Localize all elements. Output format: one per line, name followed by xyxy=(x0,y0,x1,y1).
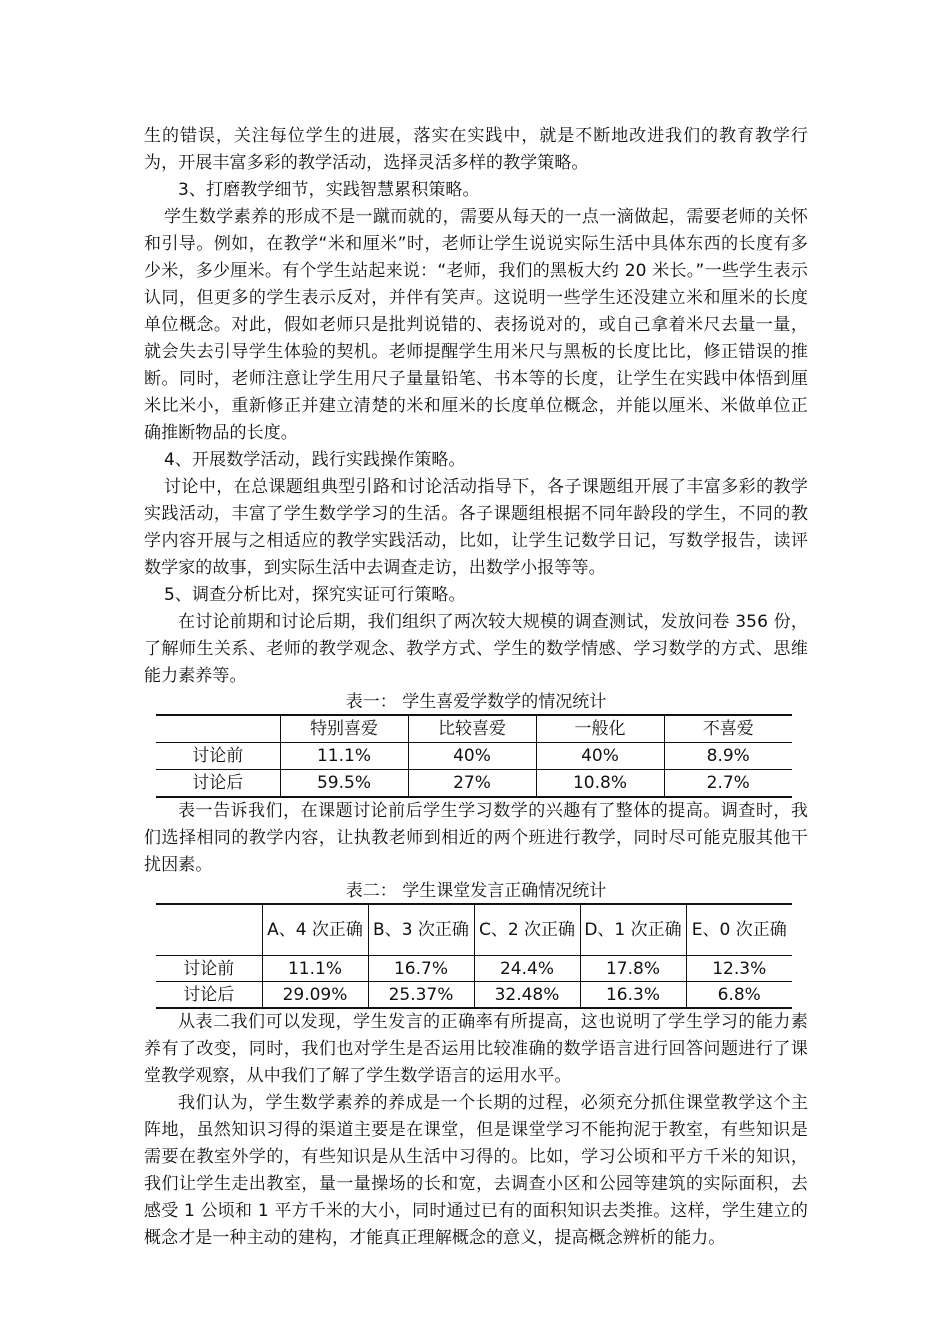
table-cell: 16.7% xyxy=(368,956,474,982)
table-cell: 25.37% xyxy=(368,982,474,1009)
document-body xyxy=(144,123,808,1252)
table-header-row xyxy=(156,715,792,743)
paragraph: 在讨论前期和讨论后期，我们组织了两次较大规模的调查测试，发放问卷 356 份，了解师生关系、老师的教学观念、教学方式、学生的数学情感、学习数学的方式、思维能力素养等。 xyxy=(144,612,808,686)
table-header-cell xyxy=(156,904,262,956)
table-header-cell: 不喜爱 xyxy=(664,715,792,743)
table-cell: 讨论前 xyxy=(156,743,280,770)
table-header-cell: 一般化 xyxy=(536,715,664,743)
table-interest-stats xyxy=(156,714,792,798)
table-header-cell: B、3 次正确 xyxy=(368,904,474,956)
table-row xyxy=(156,956,792,982)
table-header-cell: D、1 次正确 xyxy=(580,904,686,956)
table-caption: 表二： 学生课堂发言正确情况统计 xyxy=(345,881,607,901)
table-cell: 11.1% xyxy=(280,743,408,770)
table-header-cell: A、4 次正确 xyxy=(262,904,368,956)
table-cell: 10.8% xyxy=(536,770,664,798)
table-cell: 12.3% xyxy=(686,956,792,982)
paragraph: 学生数学素养的形成不是一蹴而就的，需要从每天的一点一滴做起，需要老师的关怀和引导。例如，在教学“米和厘米”时，老师让学生说说实际生活中具体东西的长度有多少米，多少厘米。有个学生站起来说：“老师，我们的黑板大约 20 米长。”一些学生表示认同，但更多的学生表示反对，并伴有笑声。这说明一些学生还没建立米和厘米的长度单位概念。对此，假如老师只是批判说错的、表扬说对的，或自己拿着米尺去量一量，就会失去引导学生体验的契机。老师提醒学生用米尺与黑板的长度比比，修正错误的推断。同时，老师注意让学生用尺子量量铅笔、书本等的长度，让学生在实践中体悟到厘米比米小，重新修正并建立清楚的米和厘米的长度单位概念，并能以厘米、米做单位正确推断物品的长度。 xyxy=(144,207,808,443)
table-cell: 59.5% xyxy=(280,770,408,798)
table-cell: 29.09% xyxy=(262,982,368,1009)
table-cell: 24.4% xyxy=(474,956,580,982)
table-cell: 讨论后 xyxy=(156,982,262,1009)
table-cell: 16.3% xyxy=(580,982,686,1009)
table-cell: 11.1% xyxy=(262,956,368,982)
paragraph: 生的错误，关注每位学生的进展，落实在实践中，就是不断地改进我们的教育教学行为，开展丰富多彩的教学活动，选择灵活多样的教学策略。 xyxy=(144,126,808,173)
table-cell: 17.8% xyxy=(580,956,686,982)
table-cell: 6.8% xyxy=(686,982,792,1009)
section-heading: 4、开展数学活动，践行实践操作策略。 xyxy=(164,450,466,470)
section-heading: 5、调查分析比对，探究实证可行策略。 xyxy=(164,585,466,605)
table-header-cell: 特别喜爱 xyxy=(280,715,408,743)
table-row xyxy=(156,982,792,1009)
table-header-row xyxy=(156,904,792,956)
paragraph: 表一告诉我们，在课题讨论前后学生学习数学的兴趣有了整体的提高。调查时，我们选择相同的教学内容，让执教老师到相近的两个班进行教学，同时尽可能克服其他干扰因素。 xyxy=(144,801,808,875)
paragraph: 讨论中，在总课题组典型引路和讨论活动指导下，各子课题组开展了丰富多彩的教学实践活动，丰富了学生数学学习的生活。各子课题组根据不同年龄段的学生，不同的教学内容开展与之相适应的教学实践活动，比如，让学生记数学日记，写数学报告，读评数学家的故事，到实际生活中去调查走访，出数学小报等等。 xyxy=(144,477,808,578)
table-cell: 8.9% xyxy=(664,743,792,770)
table-cell: 讨论前 xyxy=(156,956,262,982)
section-heading: 3、打磨教学细节，实践智慧累积策略。 xyxy=(178,180,480,200)
table-caption: 表一： 学生喜爱学数学的情况统计 xyxy=(345,692,607,712)
table-header-cell: 比较喜爱 xyxy=(408,715,536,743)
table-cell: 32.48% xyxy=(474,982,580,1009)
table-cell: 讨论后 xyxy=(156,770,280,798)
table-answer-stats xyxy=(156,903,792,1009)
table-cell: 40% xyxy=(408,743,536,770)
table-cell: 27% xyxy=(408,770,536,798)
table-row xyxy=(156,743,792,770)
paragraph: 我们认为，学生数学素养的养成是一个长期的过程，必须充分抓住课堂教学这个主阵地，虽然知识习得的渠道主要是在课堂，但是课堂学习不能拘泥于教室，有些知识是需要在教室外学的，有些知识是从生活中习得的。比如，学习公顷和平方千米的知识，我们让学生走出教室，量一量操场的长和宽，去调查小区和公园等建筑的实际面积，去感受 1 公顷和 1 平方千米的大小，同时通过已有的面积知识去类推。这样，学生建立的概念才是一种主动的建构，才能真正理解概念的意义，提高概念辨析的能力。 xyxy=(144,1093,808,1248)
table-row xyxy=(156,770,792,798)
table-header-cell xyxy=(156,715,280,743)
paragraph: 从表二我们可以发现，学生发言的正确率有所提高，这也说明了学生学习的能力素养有了改变，同时，我们也对学生是否运用比较准确的数学语言进行回答问题进行了课堂教学观察，从中我们了解了学生数学语言的运用水平。 xyxy=(144,1012,808,1086)
table-header-cell: E、0 次正确 xyxy=(686,904,792,956)
table-header-cell: C、2 次正确 xyxy=(474,904,580,956)
table-cell: 2.7% xyxy=(664,770,792,798)
table-cell: 40% xyxy=(536,743,664,770)
